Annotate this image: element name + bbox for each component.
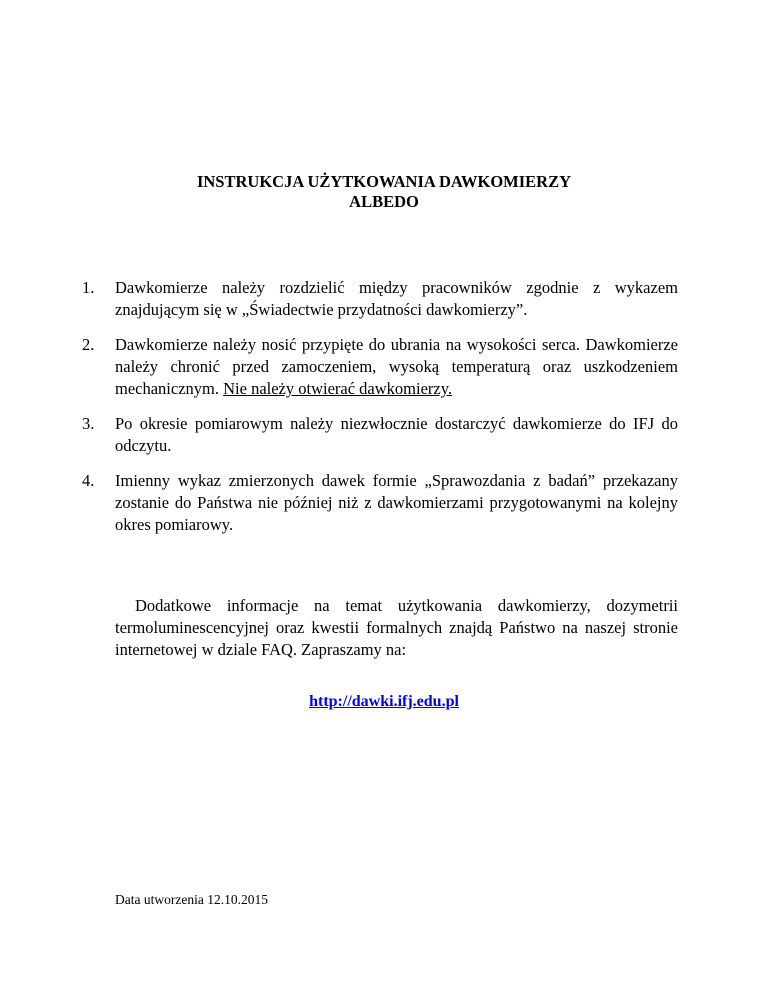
list-item [82,334,678,400]
list-item-number: 1. [82,278,95,297]
document-title [0,172,768,212]
website-link-container [0,692,768,712]
title-line-2: ALBEDO [349,192,419,211]
list-item-number: 2. [82,335,95,354]
list-item [82,277,678,321]
list-item-number: 3. [82,414,95,433]
info-paragraph: Dodatkowe informacje na temat użytkowania dawkomierzy, dozymetrii termoluminescencyjnej oraz kwestii formalnych znajdą Państwo na naszej stronie internetowej w dziale FAQ. Zapraszamy na: [115,596,678,659]
list-item [82,470,678,536]
list-item-text: Dawkomierze należy rozdzielić między pracowników zgodnie z wykazem znajdującym się w „Świadectwie przydatności dawkomierzy”. [115,278,678,319]
list-item-number: 4. [82,471,95,490]
list-item-text: Dawkomierze należy nosić przypięte do ubrania na wysokości serca. Dawkomierze należy chronić przed zamoczeniem, wysoką temperaturą oraz uszkodzeniem mechanicznym. [115,335,678,398]
title-line-1: INSTRUKCJA UŻYTKOWANIA DAWKOMIERZY [196,172,572,191]
website-link[interactable]: http://dawki.ifj.edu.pl [309,693,459,710]
instruction-list [82,277,678,536]
list-item-text: Po okresie pomiarowym należy niezwłocznie dostarczyć dawkomierze do IFJ do odczytu. [115,414,678,455]
list-item-warning: Nie należy otwierać dawkomierzy. [223,379,453,398]
list-item [82,413,678,457]
creation-date: Data utworzenia 12.10.2015 [115,892,268,907]
list-item-text: Imienny wykaz zmierzonych dawek formie „Sprawozdania z badań” przekazany zostanie do Państwa nie później niż z dawkomierzami przygotowanymi na kolejny okres pomiarowy. [115,471,678,534]
